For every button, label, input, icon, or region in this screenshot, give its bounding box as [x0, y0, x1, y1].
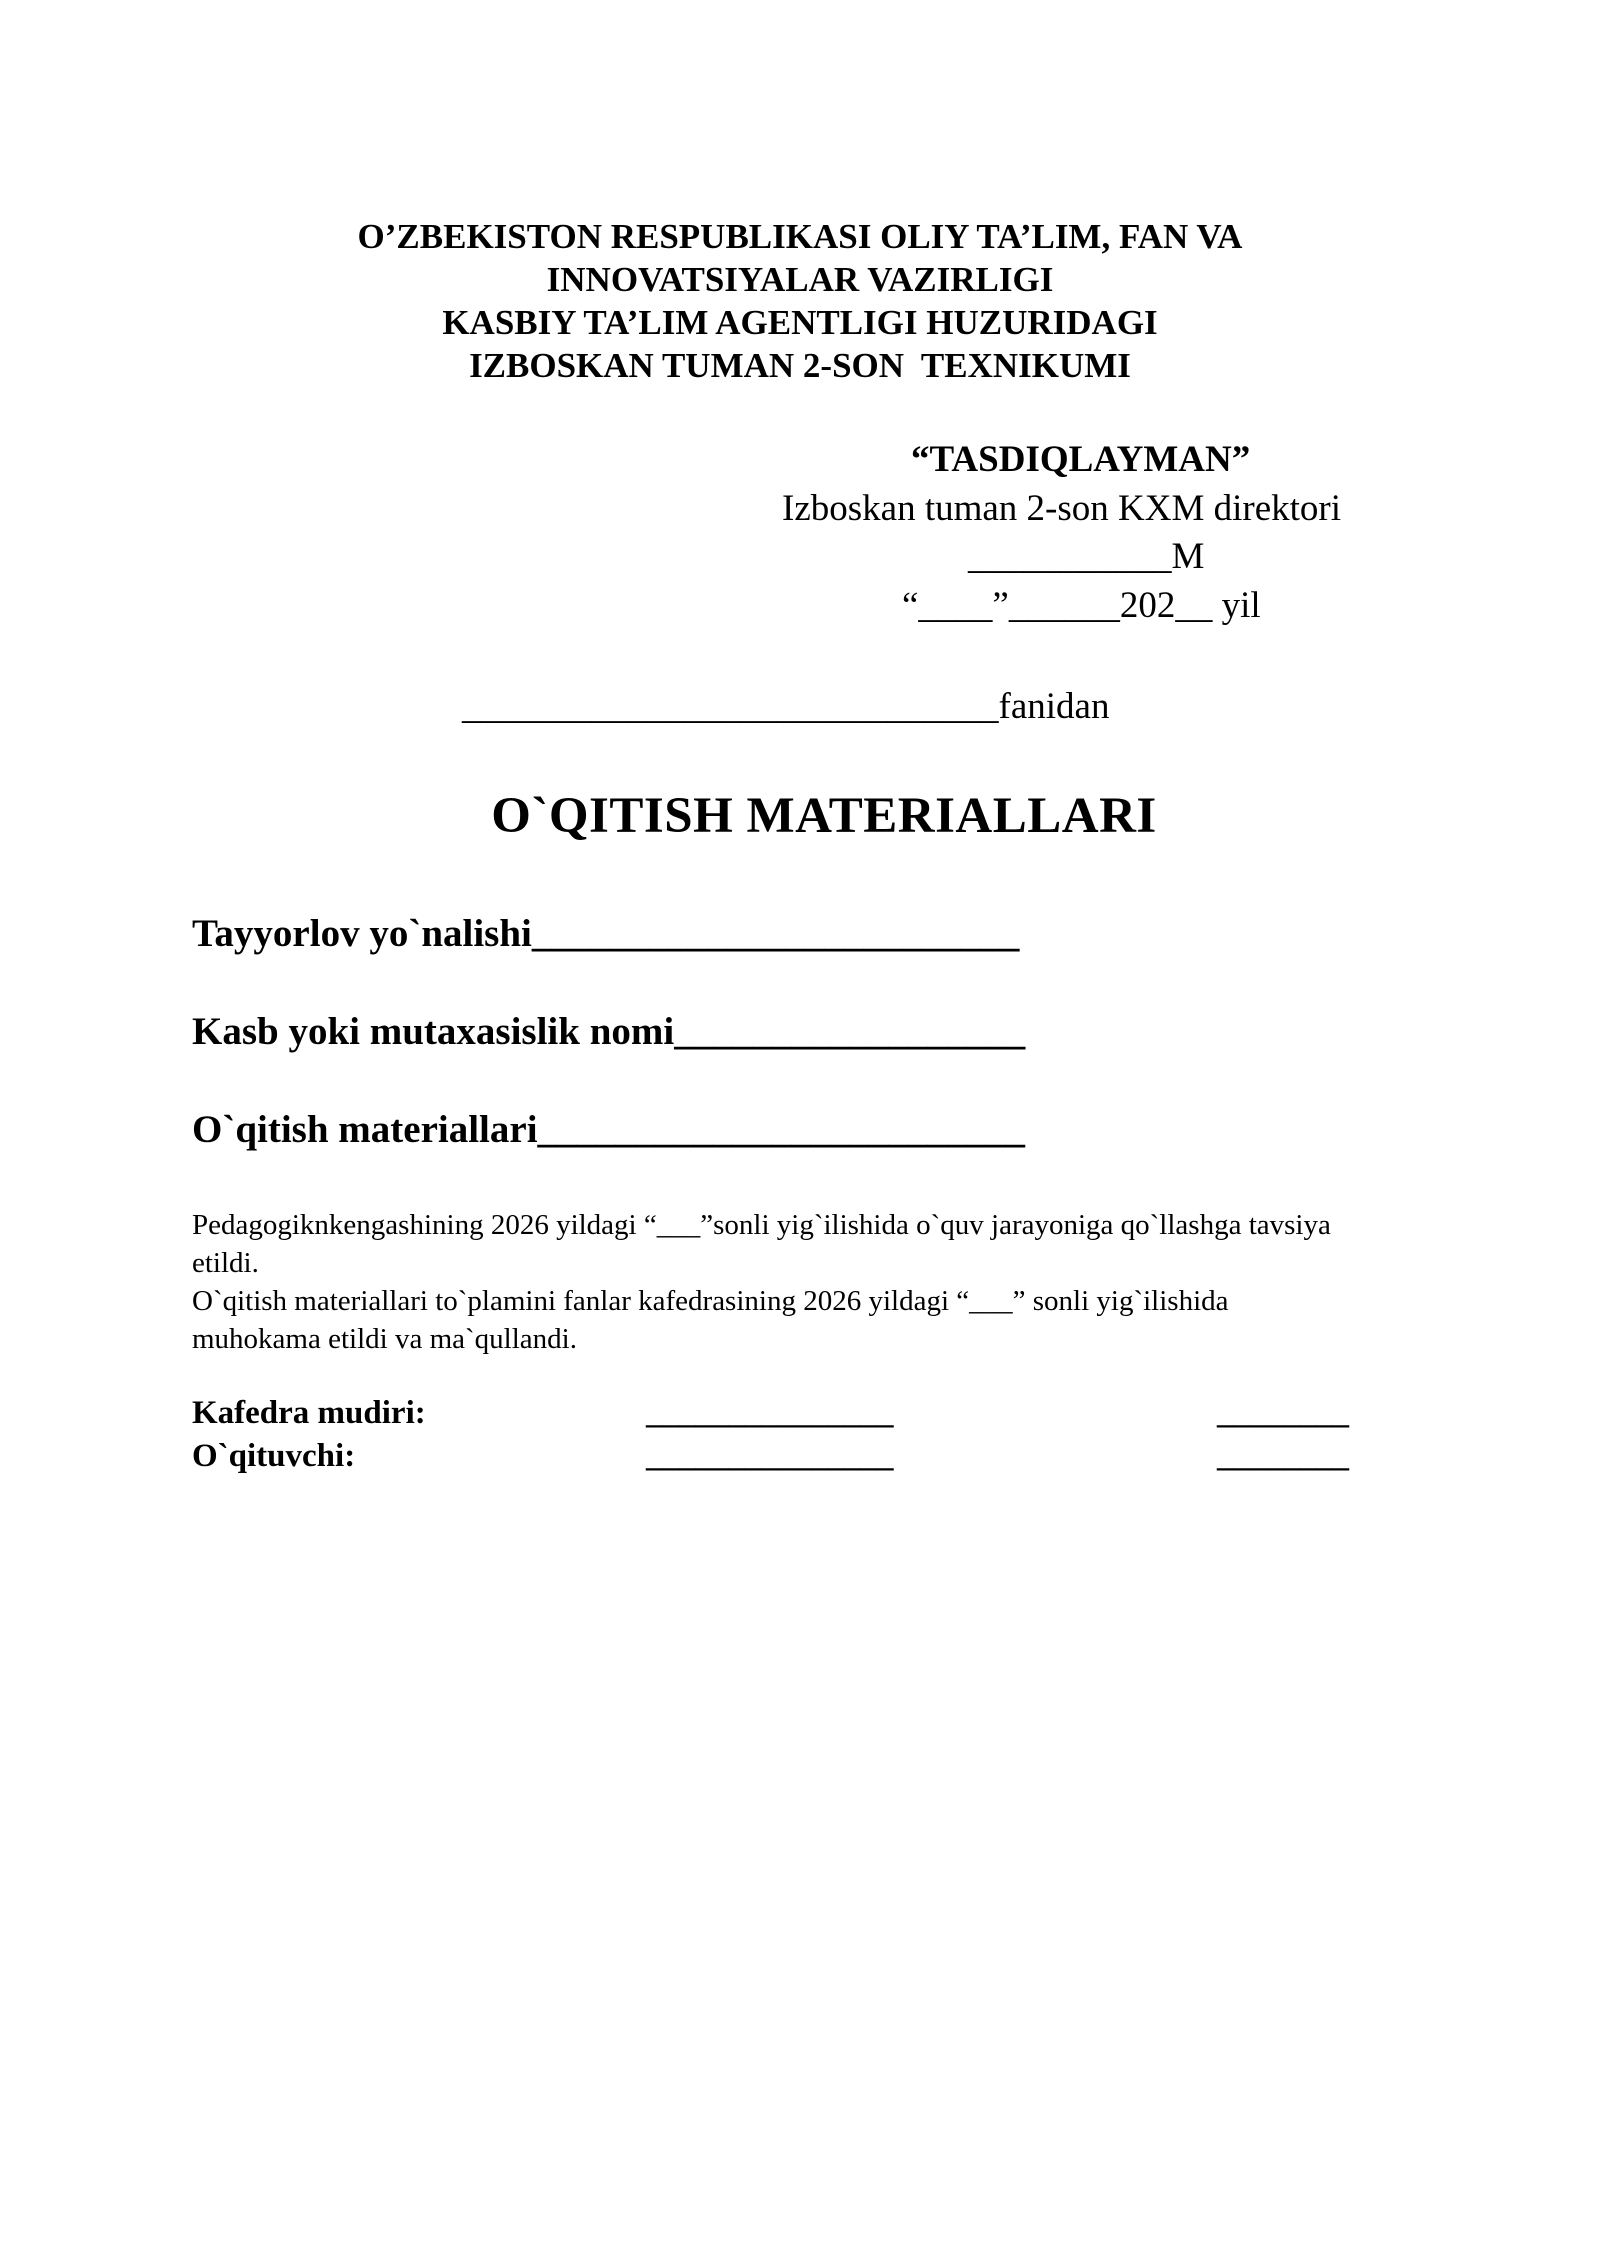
approval-title: “TASDIQLAYMAN” — [911, 439, 1251, 480]
agency-header-line: KASBIY TA’LIM AGENTLIGI HUZURIDAGI — [442, 303, 1158, 342]
department-head-label: Kafedra mudiri: — [192, 1395, 426, 1431]
subject-name-line: _____________________________fanidan — [462, 686, 1110, 727]
ministry-header-line-2: INNOVATSIYALAR VAZIRLIGI — [546, 260, 1054, 299]
department-approval-line-2: muhokama etildi va ma`qullandi. — [192, 1323, 577, 1355]
school-name-line: IZBOSKAN TUMAN 2-SON TEXNIKUMI — [469, 346, 1131, 385]
department-approval-line-1: O`qitish materiallari to`plamini fanlar kafedrasining 2026 yildagi “___” sonli yig`ilishida — [192, 1285, 1229, 1317]
approver-position: Izboskan tuman 2-son KXM direktori — [782, 488, 1342, 529]
approval-date-line: “____”______202__ yil — [902, 585, 1261, 626]
teacher-name-blank: _______________ — [646, 1438, 894, 1474]
approver-signature-line: ___________M — [968, 536, 1205, 577]
profession-name-field: Kasb yoki mutaxasislik nomi__________________ — [192, 1010, 1026, 1053]
teaching-materials-field: O`qitish materiallari_________________________ — [192, 1108, 1026, 1151]
document-title: O`QITISH MATERIALLARI — [491, 788, 1157, 844]
department-head-name-blank: _______________ — [646, 1395, 894, 1431]
council-recommendation-line-2: etildi. — [192, 1247, 259, 1279]
department-head-signature-blank: ________ — [1217, 1395, 1349, 1431]
council-recommendation-line-1: Pedagogiknkengashining 2026 yildagi “___”sonli yig`ilishida o`quv jarayoniga qo`llashga tavsiya — [192, 1209, 1331, 1241]
teacher-signature-blank: ________ — [1217, 1438, 1349, 1474]
training-direction-field: Tayyorlov yo`nalishi_________________________ — [192, 912, 1020, 955]
teacher-label: O`qituvchi: — [192, 1438, 356, 1474]
ministry-header-line-1: O’ZBEKISTON RESPUBLIKASI OLIY TA’LIM, FAN VA — [357, 217, 1243, 256]
